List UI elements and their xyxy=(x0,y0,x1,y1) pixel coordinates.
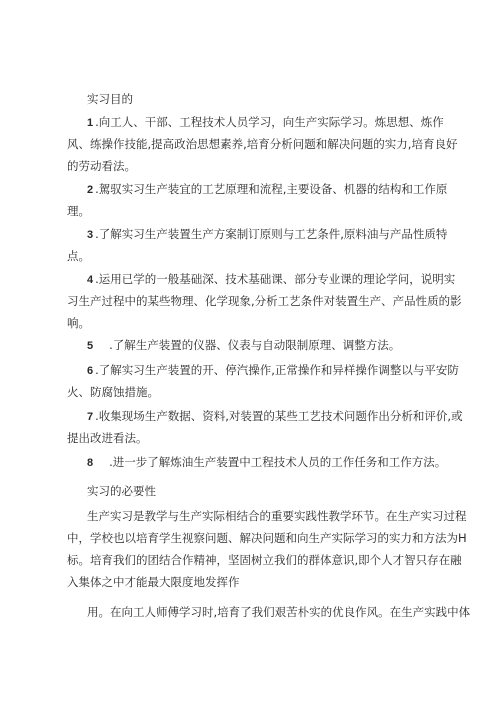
necessity-line: 中，学校也以培育学生视察问题、解决问题和向生产实际学习的实力和方法为H xyxy=(67,531,467,545)
objective-line: 理。 xyxy=(67,204,90,218)
objective-line xyxy=(67,451,446,473)
item-number: 5 xyxy=(87,340,94,352)
objective-item-1 xyxy=(67,111,457,177)
objective-line xyxy=(67,359,459,381)
objective-line: 风、练操作技能,提高政治思想素养,培育分析问题和解决问题的实力,培育良好 xyxy=(67,137,458,151)
item-text: .了解实习生产装置生产方案制订原则与工艺条件,原料油与产品性质特 xyxy=(95,227,448,241)
objective-item-4 xyxy=(67,268,462,334)
objective-line xyxy=(67,111,457,133)
objective-item-2 xyxy=(67,178,447,222)
necessity-line: 生产实习是教学与生产实际相结合的重要实践性教学环节。在生产实习过程 xyxy=(87,509,467,523)
item-text: .駕驭实习生产装宜的工艺原理和流程,主要设备、机器的结构和工作原 xyxy=(95,182,448,196)
item-number: 6 xyxy=(87,365,94,377)
objective-line: 响。 xyxy=(67,316,90,330)
objective-line: 火、防腐蚀措施。 xyxy=(67,385,159,399)
objective-line: 习生产过程中的某些物理、化学现象,分析工艺条件对装置生产、产品性质的影 xyxy=(67,294,462,308)
necessity-line: 标。培育我们的团结合作精神，坚固树立我们的群体意识,即个人才智只存在融 xyxy=(67,553,462,567)
item-text: .了解实习生产装置的开、停汽操作,正常操作和异样操作调整以与平安防 xyxy=(95,363,459,377)
item-number: 2 xyxy=(87,184,94,196)
item-number: 1 xyxy=(87,117,94,129)
objectives-heading: 实习目的 xyxy=(87,92,133,106)
objective-line: 的劳动看法。 xyxy=(67,159,136,173)
item-text: .了解生产装置的仪器、仪表与自动限制原理、调整方法。 xyxy=(109,338,401,352)
objective-line: 点。 xyxy=(67,249,90,263)
objective-item-3 xyxy=(67,223,447,267)
necessity-paragraph-1 xyxy=(67,505,467,593)
item-text: .运用已学的一般基础深、技术基础课、部分专业课的理论学问，说明实 xyxy=(95,272,456,286)
objective-line xyxy=(67,405,463,427)
objective-line xyxy=(67,178,447,200)
objective-line xyxy=(67,268,462,290)
item-number: 7 xyxy=(87,411,94,423)
item-number: 4 xyxy=(87,274,94,286)
item-text: .进一步了解炼油生产装置中工程技术人员的工作任务和工作方法。 xyxy=(109,455,447,469)
necessity-heading: 实习的必要性 xyxy=(87,484,156,498)
objective-item-7 xyxy=(67,405,463,449)
necessity-line: 用。在向工人师傅学习时,培育了我们艰苦朴实的优良作风。在生产实践中体 xyxy=(87,605,471,619)
necessity-paragraph-2 xyxy=(67,601,470,623)
item-number: 3 xyxy=(87,229,94,241)
objective-item-6 xyxy=(67,359,459,403)
item-number: 8 xyxy=(87,457,94,469)
item-text: .向工人、干部、工程技术人员学习，向生产实际学习。炼思想、炼作 xyxy=(95,115,444,129)
objective-line: 提出改进看法。 xyxy=(67,431,148,445)
item-text: .收集现场生产数据、资料,对装置的某些工艺技术问题作出分析和评价,或 xyxy=(95,409,463,423)
objective-item-5 xyxy=(67,334,400,356)
necessity-line: 入集体之中才能最大限度地发挥作 xyxy=(67,575,240,589)
objective-line xyxy=(67,223,447,245)
objective-line xyxy=(67,334,400,356)
objective-item-8 xyxy=(67,451,446,473)
